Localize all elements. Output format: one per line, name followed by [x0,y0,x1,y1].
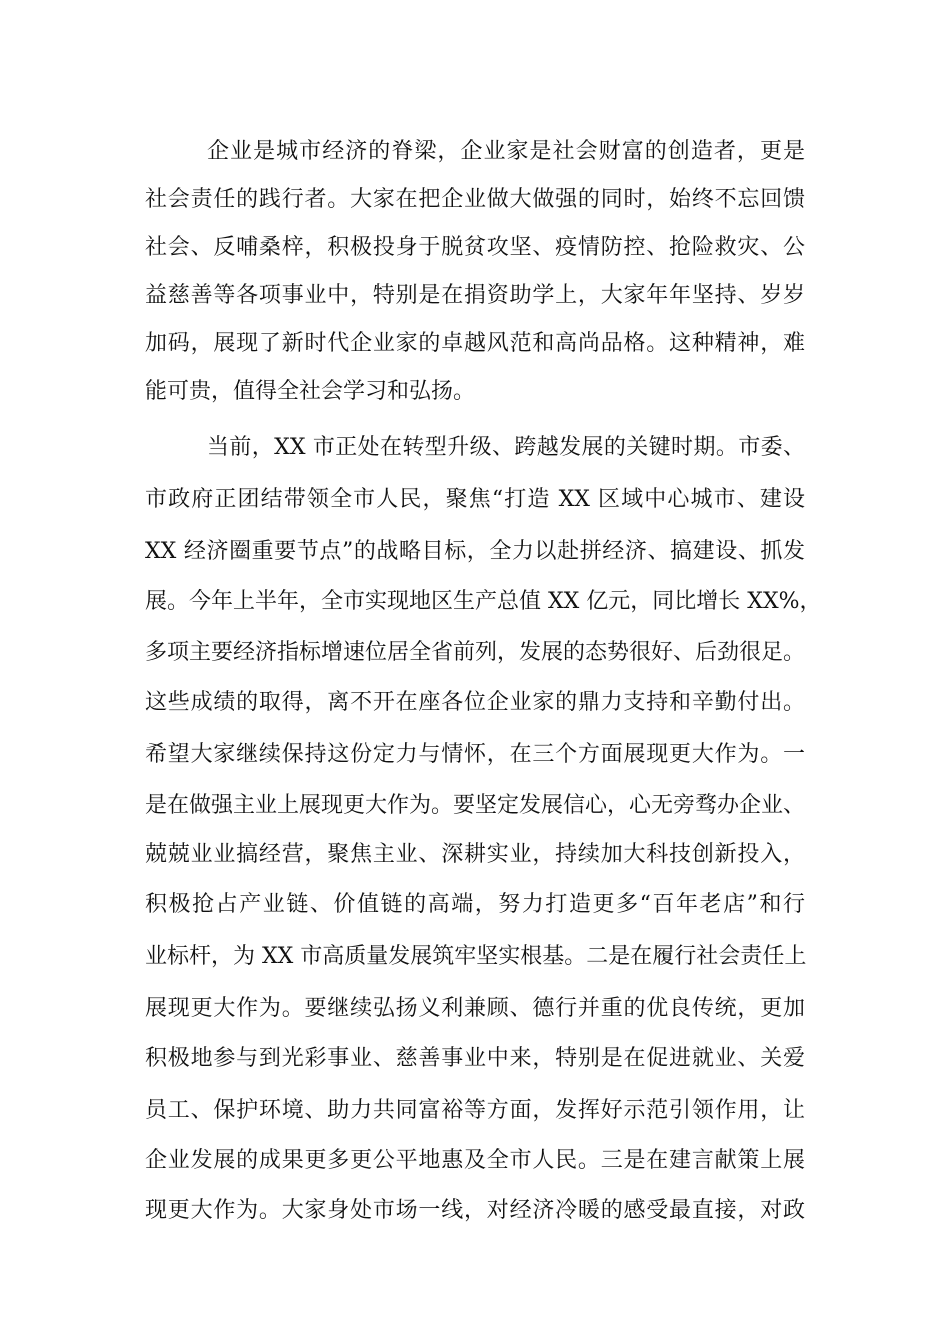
text-line: 企业是城市经济的脊梁，企业家是社会财富的创造者，更是 [207,139,805,164]
text-line: 业标杆，为 XX 市高质量发展筑牢坚实根基。二是在履行社会责任上 [145,944,807,969]
text-line: 积极抢占产业链、价值链的高端，努力打造更多“百年老店”和行 [145,892,805,917]
text-line: 当前，XX 市正处在转型升级、跨越发展的关键时期。市委、 [207,435,805,460]
text-line: 展现更大作为。要继续弘扬义利兼顾、德行并重的优良传统，更加 [145,996,805,1021]
text-line: 员工、保护环境、助力共同富裕等方面，发挥好示范引领作用，让 [145,1098,805,1123]
text-line: 兢兢业业搞经营，聚焦主业、深耕实业，持续加大科技创新投入， [145,842,805,867]
text-line: 益慈善等各项事业中，特别是在捐资助学上，大家年年坚持、岁岁 [145,283,805,308]
text-line: 加码，展现了新时代企业家的卓越风范和高尚品格。这种精神，难 [145,331,805,356]
text-line: 社会责任的践行者。大家在把企业做大做强的同时，始终不忘回馈 [145,187,805,212]
text-line: 能可贵，值得全社会学习和弘扬。 [145,379,476,404]
text-line: XX 经济圈重要节点”的战略目标，全力以赴拼经济、搞建设、抓发 [145,539,805,564]
text-line: 这些成绩的取得，离不开在座各位企业家的鼎力支持和辛勤付出。 [145,690,805,715]
text-line: 希望大家继续保持这份定力与情怀，在三个方面展现更大作为。一 [145,742,805,767]
text-line: 市政府正团结带领全市人民，聚焦“打造 XX 区域中心城市、建设 [145,487,805,512]
text-line: 社会、反哺桑梓，积极投身于脱贫攻坚、疫情防控、抢险救灾、公 [145,235,805,260]
text-line: 现更大作为。大家身处市场一线，对经济冷暖的感受最直接，对政 [145,1198,805,1223]
text-line: 是在做强主业上展现更大作为。要坚定发展信心，心无旁骛办企业、 [145,793,806,818]
text-line: 积极地参与到光彩事业、慈善事业中来，特别是在促进就业、关爱 [145,1046,805,1071]
text-line: 企业发展的成果更多更公平地惠及全市人民。三是在建言献策上展 [145,1148,805,1173]
text-line: 展。今年上半年，全市实现地区生产总值 XX 亿元，同比增长 XX%， [145,589,822,614]
text-line: 多项主要经济指标增速位居全省前列，发展的态势很好、后劲很足。 [145,640,806,665]
